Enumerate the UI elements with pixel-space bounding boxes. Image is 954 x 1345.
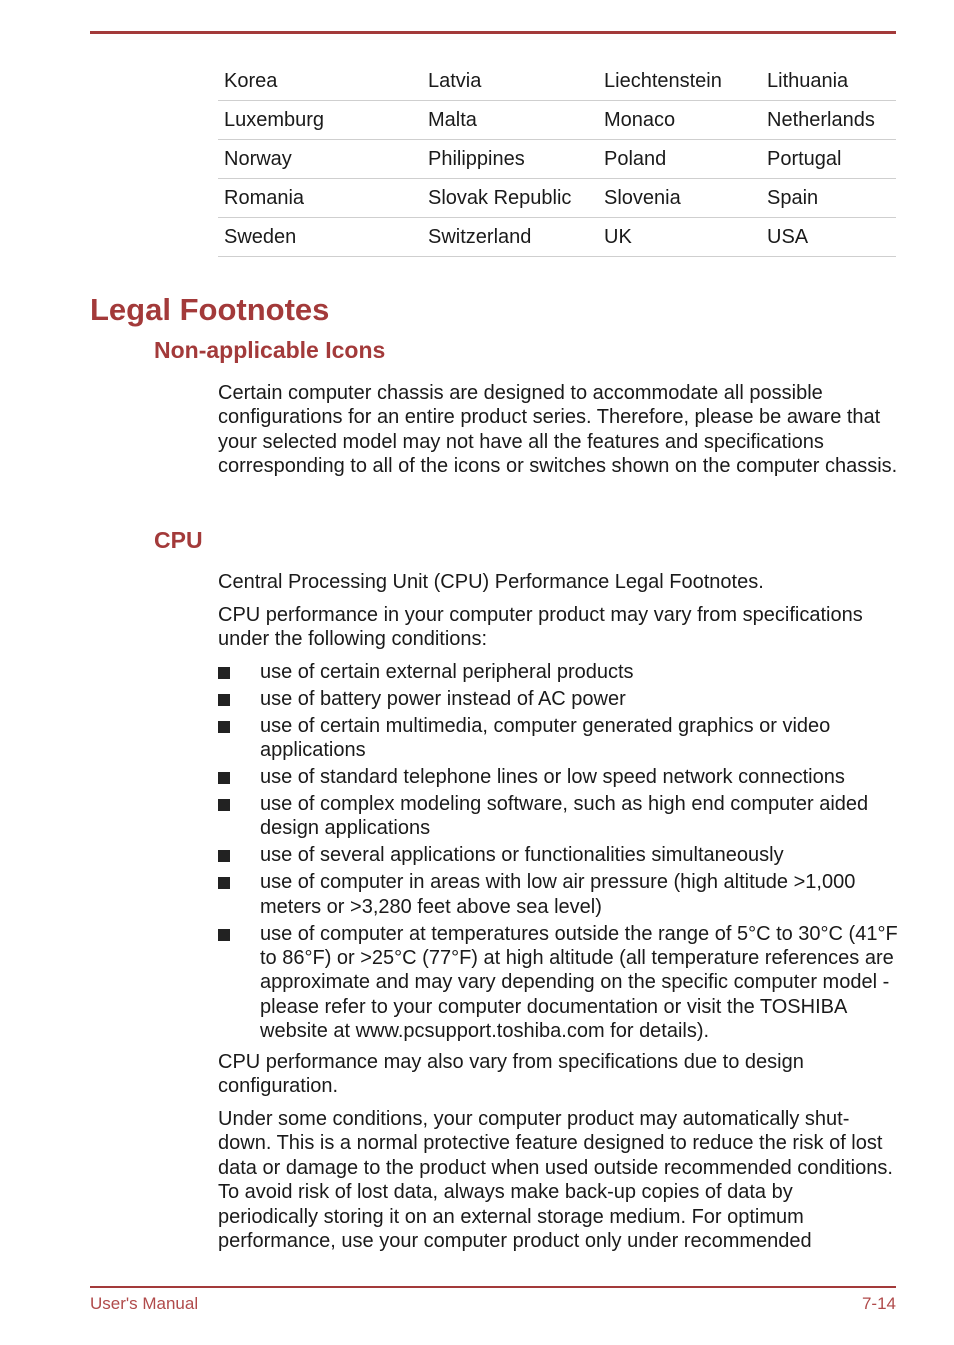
list-item [218, 660, 898, 684]
non-applicable-icons-body: Certain computer chassis are designed to accommodate all possible configurations for an entire product series. Therefore, please be aware that your selected model may not have all the features and specifications corresponding to all of the icons or switches shown on the computer chassis. [218, 382, 898, 478]
footer-manual-title: User's Manual [90, 1294, 199, 1313]
non-applicable-icons-heading: Non-applicable Icons [154, 337, 386, 363]
table-cell: Luxemburg [218, 101, 422, 140]
cpu-shutdown-note: Under some conditions, your computer product may automatically shut-down. This is a normal protective feature designed to reduce the risk of lost data or damage to the product when used outside recommended conditions. To avoid risk of lost data, always make back-up copies of data by periodically storing it on an external storage medium. For optimum performance, use your computer product only under recommended [218, 1108, 893, 1253]
header-rule [90, 31, 896, 34]
table-cell: Korea [218, 62, 422, 101]
list-item-text: use of certain multimedia, computer generated graphics or video applications [260, 714, 831, 762]
country-table [218, 62, 896, 257]
list-item [218, 687, 898, 711]
bullet-square-icon [218, 929, 230, 941]
footer-rule [90, 1286, 896, 1288]
bullet-square-icon [218, 772, 230, 784]
table-cell: Poland [598, 140, 761, 179]
list-item [218, 870, 898, 919]
list-item-text: use of computer in areas with low air pressure (high altitude >1,000 meters or >3,280 feet above sea level) [260, 871, 856, 918]
bullet-square-icon [218, 850, 230, 862]
table-cell: Malta [422, 101, 598, 140]
section-title: Legal Footnotes [90, 292, 330, 327]
cpu-conditions-list [218, 660, 898, 1046]
table-cell: Slovenia [598, 179, 761, 218]
bullet-square-icon [218, 877, 230, 889]
bullet-square-icon [218, 667, 230, 679]
bullet-square-icon [218, 799, 230, 811]
bullet-square-icon [218, 694, 230, 706]
table-cell: Switzerland [422, 218, 598, 257]
table-cell: Sweden [218, 218, 422, 257]
cpu-conditions-intro: CPU performance in your computer product may vary from specifications under the following conditions: [218, 604, 863, 651]
list-item [218, 922, 898, 1044]
table-cell: USA [761, 218, 896, 257]
list-item [218, 765, 898, 789]
table-cell: Slovak Republic [422, 179, 598, 218]
footer-page-number: 7-14 [861, 1294, 896, 1313]
table-cell: Liechtenstein [598, 62, 761, 101]
table-cell: Netherlands [761, 101, 896, 140]
list-item-text: use of complex modeling software, such as high end computer aided design applications [260, 793, 869, 840]
table-row [218, 179, 896, 218]
table-cell: Latvia [422, 62, 598, 101]
list-item-text: use of several applications or functionalities simultaneously [260, 844, 784, 867]
table-cell: UK [598, 218, 761, 257]
table-cell: Romania [218, 179, 422, 218]
list-item-text: use of battery power instead of AC power [260, 687, 626, 710]
cpu-heading: CPU [154, 527, 203, 553]
table-cell: Philippines [422, 140, 598, 179]
table-cell: Norway [218, 140, 422, 179]
cpu-design-note: CPU performance may also vary from specifications due to design configuration. [218, 1051, 804, 1098]
table-cell: Portugal [761, 140, 896, 179]
table-row [218, 101, 896, 140]
list-item [218, 792, 898, 841]
list-item [218, 714, 898, 763]
bullet-square-icon [218, 721, 230, 733]
list-item [218, 843, 898, 867]
table-cell: Lithuania [761, 62, 896, 101]
list-item-text: use of standard telephone lines or low speed network connections [260, 766, 845, 789]
table-cell: Spain [761, 179, 896, 218]
table-row [218, 62, 896, 101]
table-row [218, 218, 896, 257]
table-row [218, 140, 896, 179]
cpu-intro: Central Processing Unit (CPU) Performance Legal Footnotes. [218, 571, 764, 593]
list-item-text: use of certain external peripheral products [260, 661, 634, 683]
table-cell: Monaco [598, 101, 761, 140]
list-item-text: use of computer at temperatures outside the range of 5°C to 30°C (41°F to 86°F) or >25°C (77°F) at high altitude (all temperature references are approximate and may vary depending on the specific computer model - please refer to your computer documentation or visit the TOSHIBA website at www.pcsupport.toshiba.com for details). [260, 922, 898, 1043]
